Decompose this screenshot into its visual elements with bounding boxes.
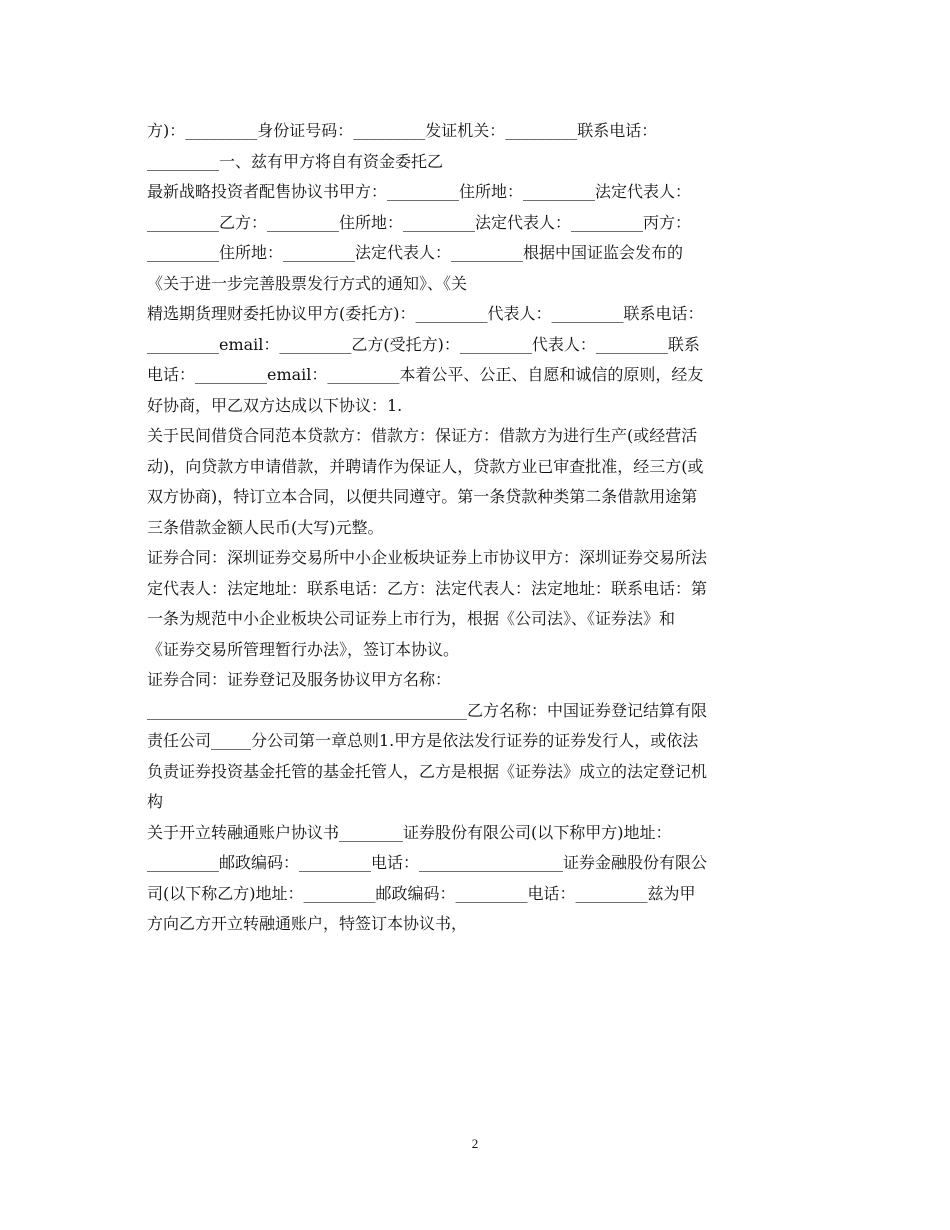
text-line: 关于民间借贷合同范本贷款方：借款方：保证方：借款方为进行生产(或经营活	[147, 426, 698, 445]
text-line: 责任公司_____分公司第一章总则1.甲方是依法发行证券的证券发行人，或依法	[147, 731, 699, 750]
text-line: _________email：_________乙方(受托方)：_________代表人：_________联系	[147, 334, 700, 354]
text-line: 证券合同：深圳证券交易所中小企业板块证券上市协议甲方：深圳证券交易所法	[147, 548, 708, 567]
text-line: 负责证券投资基金托管的基金托管人，乙方是根据《证券法》成立的法定登记机	[147, 761, 708, 781]
text-line: 《关于进一步完善股票发行方式的通知》、《关	[147, 273, 468, 293]
text-line: 定代表人：法定地址：联系电话：乙方：法定代表人：法定地址：联系电话：第	[147, 578, 708, 598]
text-line: 精选期货理财委托协议甲方(委托方)：_________代表人：_________联系电话：	[147, 304, 704, 323]
text-line: 最新战略投资者配售协议书甲方：_________住所地：_________法定代表人：	[147, 182, 692, 201]
text-line: 司(以下称乙方)地址：_________邮政编码：_________电话：_________兹为甲	[147, 883, 696, 903]
text-line: 一条为规范中小企业板块公司证券上市行为，根据《公司法》、《证券法》和	[147, 609, 676, 628]
text-line: 构	[147, 792, 164, 811]
text-line: ________________________________________乙方名称：中国证券登记结算有限	[147, 700, 708, 720]
text-line: _________一、兹有甲方将自有资金委托乙	[147, 151, 444, 171]
text-line: _________邮政编码：_________电话：__________________证券金融股份有限公	[147, 853, 708, 872]
text-line: 双方协商)，特订立本合同，以便共同遵守。第一条贷款种类第二条借款用途第	[147, 487, 698, 506]
text-line: 证券合同：证券登记及服务协议甲方名称：	[147, 670, 452, 689]
text-line: _________乙方：_________住所地：_________法定代表人：_________丙方：	[147, 212, 692, 232]
text-line: 好协商，甲乙双方达成以下协议：1.	[147, 395, 403, 415]
page-number: 2	[471, 1136, 479, 1151]
text-line: _________住所地：_________法定代表人：_________根据中国证监会发布的	[147, 243, 684, 262]
text-line: 电话：_________email：_________本着公平、公正、自愿和诚信的原则，经友	[147, 365, 704, 384]
text-line: 三条借款金额人民币(大写)元整。	[147, 517, 384, 537]
text-line: 动)，向贷款方申请借款，并聘请作为保证人，贷款方业已审查批准，经三方(或	[147, 456, 704, 476]
text-line: 关于开立转融通账户协议书________证券股份有限公司(以下称甲方)地址：	[147, 822, 672, 842]
text-line: 方)：_________身份证号码：_________发证机关：_________联系电话：	[147, 121, 658, 140]
document-body	[147, 116, 803, 940]
text-line: 方向乙方开立转融通账户，特签订本协议书，	[147, 914, 468, 933]
text-line: 《证券交易所管理暂行办法》，签订本协议。	[147, 639, 460, 659]
